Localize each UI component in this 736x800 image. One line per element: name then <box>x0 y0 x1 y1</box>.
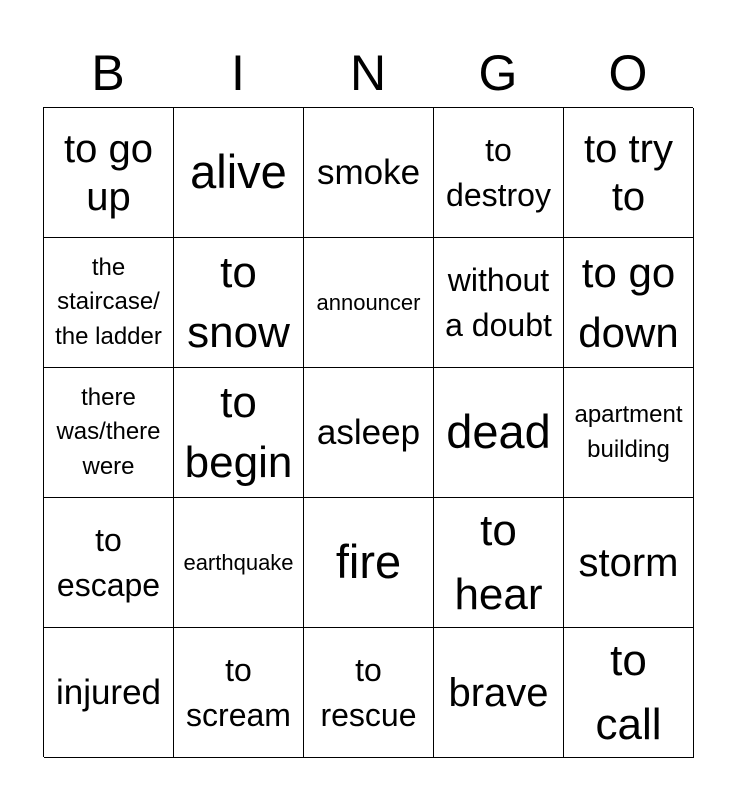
cell-text: smoke <box>316 152 421 192</box>
bingo-cell[interactable] <box>434 238 564 368</box>
bingo-cell[interactable] <box>44 368 174 498</box>
cell-text: to hear <box>454 505 543 619</box>
bingo-cell[interactable] <box>304 108 434 238</box>
bingo-cell[interactable] <box>174 628 304 758</box>
bingo-cell[interactable] <box>304 238 434 368</box>
bingo-cell[interactable] <box>174 238 304 368</box>
header-letter-g: G <box>478 45 518 101</box>
bingo-cell[interactable] <box>434 108 564 238</box>
cell-text: to call <box>595 635 662 749</box>
cell-text: there was/there were <box>56 384 161 480</box>
bingo-cell[interactable] <box>44 498 174 628</box>
cell-text: apartment building <box>574 401 683 463</box>
bingo-cell[interactable] <box>564 238 694 368</box>
bingo-cell[interactable] <box>174 498 304 628</box>
bingo-cell[interactable] <box>434 628 564 758</box>
cell-text: to begin <box>184 377 293 487</box>
cell-text: to escape <box>56 521 161 603</box>
bingo-cell[interactable] <box>564 368 694 498</box>
bingo-cell[interactable] <box>434 368 564 498</box>
cell-text: dead <box>446 405 551 459</box>
bingo-cell[interactable] <box>44 238 174 368</box>
cell-text: earthquake <box>183 550 294 575</box>
bingo-board <box>43 107 693 757</box>
cell-text: announcer <box>316 290 421 315</box>
bingo-cell[interactable] <box>44 628 174 758</box>
cell-text: to destroy <box>446 131 551 213</box>
bingo-cell[interactable] <box>434 498 564 628</box>
bingo-cell[interactable] <box>304 498 434 628</box>
bingo-cell[interactable] <box>564 108 694 238</box>
bingo-cell[interactable] <box>304 368 434 498</box>
cell-text: brave <box>448 670 549 715</box>
cell-text: without a doubt <box>445 261 552 343</box>
cell-text: alive <box>190 145 287 199</box>
header-letter-n: N <box>349 45 387 101</box>
header-letter-o: O <box>608 45 648 101</box>
bingo-cell[interactable] <box>564 628 694 758</box>
cell-text: asleep <box>316 412 421 452</box>
header-letter-b: B <box>91 45 125 101</box>
cell-text: storm <box>578 540 679 585</box>
bingo-cell[interactable] <box>174 368 304 498</box>
cell-text: to rescue <box>320 651 417 733</box>
cell-text: to go up <box>64 126 153 219</box>
bingo-cell[interactable] <box>44 108 174 238</box>
cell-text: to go down <box>578 248 679 356</box>
cell-text: to try to <box>584 126 673 219</box>
cell-text: injured <box>55 672 162 712</box>
bingo-cell[interactable] <box>304 628 434 758</box>
bingo-cell[interactable] <box>174 108 304 238</box>
header-letter-i: I <box>231 45 245 101</box>
cell-text: the staircase/ the ladder <box>55 254 162 350</box>
bingo-cell[interactable] <box>564 498 694 628</box>
cell-text: to snow <box>187 247 290 357</box>
cell-text: fire <box>335 535 402 589</box>
cell-text: to scream <box>186 651 291 733</box>
bingo-header <box>43 40 693 106</box>
